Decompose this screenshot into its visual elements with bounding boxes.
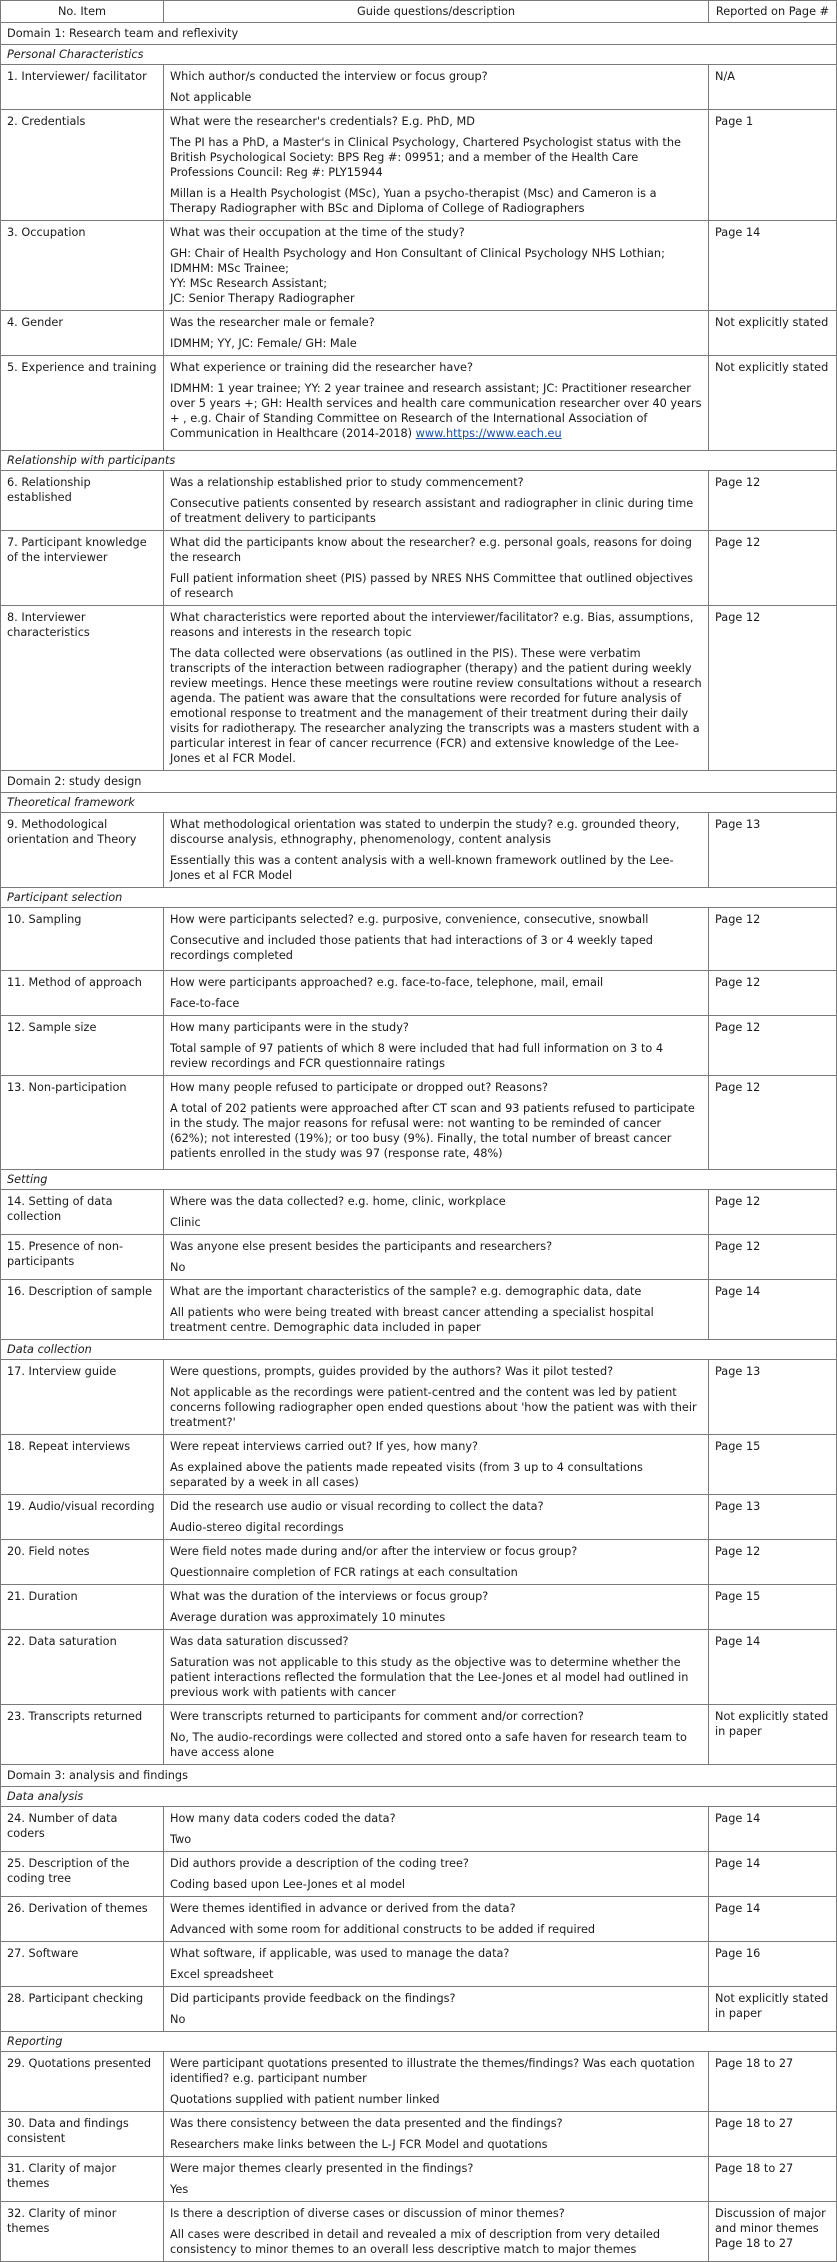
guide-cell	[164, 1705, 709, 1765]
reported-page: Page 12	[709, 471, 837, 531]
answer-text: IDMHM: 1 year trainee; YY: 2 year trainee and research assistant; JC: Practitioner researcher over 5 years +; GH: Health services and health care communication researcher over 40 years + , e.g. Chair of Standing Committee on Research of the International Association of Communication in Healthcare (2014-2018)	[170, 382, 702, 440]
guide-answer	[170, 381, 702, 441]
guide-cell	[164, 2052, 709, 2112]
guide-cell	[164, 908, 709, 971]
guide-question: What methodological orientation was stated to underpin the study? e.g. grounded theory, discourse analysis, ethnography, phenomenology, content analysis	[170, 818, 680, 846]
subsection-heading-row	[1, 451, 837, 471]
checklist-item-row	[1, 1495, 837, 1540]
guide-question: Were participant quotations presented to illustrate the themes/findings? Was each quotation identified? e.g. participant number	[170, 2057, 695, 2085]
answer-text: No	[170, 1261, 186, 1274]
guide-answer	[170, 2182, 702, 2197]
reported-page: Not explicitly stated	[709, 311, 837, 356]
guide-question: Is there a description of diverse cases or discussion of minor themes?	[170, 2207, 565, 2220]
answer-text: Advanced with some room for additional constructs to be added if required	[170, 1923, 596, 1936]
answer-text: Full patient information sheet (PIS) passed by NRES NHS Committee that outlined objectives of research	[170, 572, 694, 600]
guide-question: How many data coders coded the data?	[170, 1812, 396, 1825]
guide-answer	[170, 1215, 702, 1230]
guide-answer	[170, 496, 702, 526]
domain-heading-row	[1, 771, 837, 793]
guide-cell	[164, 971, 709, 1016]
item-label: 21. Duration	[1, 1585, 164, 1630]
checklist-item-row	[1, 1987, 837, 2032]
guide-cell	[164, 1585, 709, 1630]
header-page: Reported on Page #	[709, 1, 837, 23]
guide-question: What was the duration of the interviews or focus group?	[170, 1590, 489, 1603]
checklist-item-row	[1, 531, 837, 606]
guide-answer	[170, 646, 702, 766]
reported-page: Not explicitly stated	[709, 356, 837, 451]
checklist-item-row	[1, 1435, 837, 1495]
guide-answer	[170, 1655, 702, 1700]
checklist-item-row	[1, 1190, 837, 1235]
item-label: 14. Setting of data collection	[1, 1190, 164, 1235]
guide-answer	[170, 2137, 702, 2152]
item-label: 16. Description of sample	[1, 1280, 164, 1340]
guide-answer	[170, 1041, 702, 1071]
item-label: 28. Participant checking	[1, 1987, 164, 2032]
guide-question: What experience or training did the researcher have?	[170, 361, 473, 374]
item-label: 4. Gender	[1, 311, 164, 356]
reported-page: Page 14	[709, 221, 837, 311]
checklist-item-row	[1, 2157, 837, 2202]
item-label: 26. Derivation of themes	[1, 1897, 164, 1942]
item-label: 29. Quotations presented	[1, 2052, 164, 2112]
checklist-item-row	[1, 2202, 837, 2262]
answer-text: Questionnaire completion of FCR ratings at each consultation	[170, 1566, 518, 1579]
guide-cell	[164, 1807, 709, 1852]
item-label: 23. Transcripts returned	[1, 1705, 164, 1765]
item-label: 20. Field notes	[1, 1540, 164, 1585]
item-label: 6. Relationship established	[1, 471, 164, 531]
guide-answer	[170, 1730, 702, 1760]
guide-cell	[164, 1897, 709, 1942]
checklist-item-row	[1, 1280, 837, 1340]
reported-page: Page 14	[709, 1630, 837, 1705]
reported-page: Page 12	[709, 908, 837, 971]
item-label: 13. Non-participation	[1, 1076, 164, 1170]
answer-text: All cases were described in detail and revealed a mix of description from very detailed consistency to minor themes to an overall less descriptive match to major themes	[170, 2228, 661, 2256]
reported-page: Page 15	[709, 1585, 837, 1630]
subsection-heading-row	[1, 45, 837, 65]
reported-page: Page 18 to 27	[709, 2157, 837, 2202]
checklist-item-row	[1, 110, 837, 221]
item-label: 12. Sample size	[1, 1016, 164, 1076]
guide-question: Did the research use audio or visual recording to collect the data?	[170, 1500, 544, 1513]
guide-question: Was data saturation discussed?	[170, 1635, 349, 1648]
checklist-item-row	[1, 1076, 837, 1170]
guide-answer	[170, 853, 702, 883]
domain-heading: Domain 1: Research team and reflexivity	[1, 23, 837, 45]
guide-answer	[170, 2092, 702, 2107]
guide-question: Were themes identified in advance or derived from the data?	[170, 1902, 516, 1915]
guide-answer	[170, 135, 702, 180]
guide-cell	[164, 110, 709, 221]
reported-page: Page 12	[709, 1076, 837, 1170]
guide-question: Were repeat interviews carried out? If yes, how many?	[170, 1440, 479, 1453]
answer-text: Consecutive and included those patients that had interactions of 3 or 4 weekly taped recordings completed	[170, 934, 653, 962]
reported-page: Discussion of major and minor themes Page 18 to 27	[709, 2202, 837, 2262]
guide-question: What are the important characteristics of the sample? e.g. demographic data, date	[170, 1285, 642, 1298]
checklist-item-row	[1, 1016, 837, 1076]
subsection-heading: Theoretical framework	[1, 793, 837, 813]
reported-page: Page 15	[709, 1435, 837, 1495]
checklist-item-row	[1, 1630, 837, 1705]
guide-cell	[164, 2202, 709, 2262]
answer-text: The PI has a PhD, a Master's in Clinical Psychology, Chartered Psychologist status with the British Psychological Society: BPS Reg #: 09951; and a member of the Health Care Professions Council: Reg #: PLY15944	[170, 136, 681, 179]
answer-text: Yes	[170, 2183, 189, 2196]
reported-page: Page 12	[709, 531, 837, 606]
checklist-item-row	[1, 606, 837, 771]
guide-cell	[164, 471, 709, 531]
reported-page: Not explicitly stated in paper	[709, 1987, 837, 2032]
guide-answer	[170, 1967, 702, 1982]
answer-text: Researchers make links between the L-J FCR Model and quotations	[170, 2138, 548, 2151]
guide-cell	[164, 1235, 709, 1280]
checklist-body	[1, 23, 837, 2262]
guide-answer	[170, 1520, 702, 1535]
guide-answer	[170, 571, 702, 601]
guide-cell	[164, 1495, 709, 1540]
guide-question: How many people refused to participate or dropped out? Reasons?	[170, 1081, 549, 1094]
guide-answer	[170, 933, 702, 963]
subsection-heading-row	[1, 888, 837, 908]
item-label: 32. Clarity of minor themes	[1, 2202, 164, 2262]
guide-question: How many participants were in the study?	[170, 1021, 409, 1034]
checklist-item-row	[1, 1807, 837, 1852]
item-label: 10. Sampling	[1, 908, 164, 971]
reported-page: Page 12	[709, 1540, 837, 1585]
subsection-heading: Data analysis	[1, 1787, 837, 1807]
guide-cell	[164, 1360, 709, 1435]
guide-cell	[164, 1852, 709, 1897]
guide-question: What was their occupation at the time of the study?	[170, 226, 465, 239]
guide-cell	[164, 2112, 709, 2157]
item-label: 19. Audio/visual recording	[1, 1495, 164, 1540]
guide-cell	[164, 1435, 709, 1495]
domain-heading-row	[1, 23, 837, 45]
subsection-heading: Personal Characteristics	[1, 45, 837, 65]
guide-answer	[170, 186, 702, 216]
guide-question: Was a relationship established prior to study commencement?	[170, 476, 524, 489]
subsection-heading: Relationship with participants	[1, 451, 837, 471]
guide-cell	[164, 356, 709, 451]
guide-answer	[170, 1305, 702, 1335]
header-item: No. Item	[1, 1, 164, 23]
answer-text: Face-to-face	[170, 997, 240, 1010]
guide-answer	[170, 90, 702, 105]
item-label: 30. Data and findings consistent	[1, 2112, 164, 2157]
domain-heading: Domain 2: study design	[1, 771, 837, 793]
item-label: 3. Occupation	[1, 221, 164, 311]
domain-heading: Domain 3: analysis and findings	[1, 1765, 837, 1787]
guide-cell	[164, 606, 709, 771]
guide-cell	[164, 221, 709, 311]
answer-text: No, The audio-recordings were collected and stored onto a safe haven for research team to have access alone	[170, 1731, 687, 1759]
checklist-item-row	[1, 2112, 837, 2157]
answer-text: Millan is a Health Psychologist (MSc), Yuan a psycho-therapist (Msc) and Cameron is a Therapy Radiographer with BSc and Diploma of College of Radiographers	[170, 187, 657, 215]
guide-cell	[164, 1280, 709, 1340]
checklist-item-row	[1, 471, 837, 531]
checklist-item-row	[1, 971, 837, 1016]
answer-text: Quotations supplied with patient number linked	[170, 2093, 440, 2106]
guide-question: Which author/s conducted the interview or focus group?	[170, 70, 488, 83]
guide-question: Were major themes clearly presented in the findings?	[170, 2162, 474, 2175]
guide-answer	[170, 336, 702, 351]
guide-question: What software, if applicable, was used to manage the data?	[170, 1947, 510, 1960]
guide-answer	[170, 2012, 702, 2027]
checklist-item-row	[1, 1897, 837, 1942]
guide-question: Was there consistency between the data presented and the findings?	[170, 2117, 563, 2130]
answer-text: All patients who were being treated with breast cancer attending a specialist hospital treatment centre. Demographic data included in paper	[170, 1306, 654, 1334]
reported-page: Page 12	[709, 1016, 837, 1076]
guide-question: Were field notes made during and/or after the interview or focus group?	[170, 1545, 578, 1558]
guide-cell	[164, 813, 709, 888]
guide-cell	[164, 1016, 709, 1076]
answer-text: Two	[170, 1833, 192, 1846]
answer-text: Not applicable as the recordings were patient-centred and the content was led by patient concerns following radiographer open ended questions about 'how the patient was with their treatment?'	[170, 1386, 697, 1429]
subsection-heading: Setting	[1, 1170, 837, 1190]
guide-cell	[164, 1987, 709, 2032]
reported-page: Page 18 to 27	[709, 2112, 837, 2157]
answer-text: Total sample of 97 patients of which 8 were included that had full information on 3 to 4 review recordings and FCR questionnaire ratings	[170, 1042, 664, 1070]
subsection-heading-row	[1, 793, 837, 813]
guide-answer	[170, 1101, 702, 1161]
subsection-heading: Data collection	[1, 1340, 837, 1360]
item-label: 8. Interviewer characteristics	[1, 606, 164, 771]
guide-answer	[170, 1877, 702, 1892]
header-guide: Guide questions/description	[164, 1, 709, 23]
checklist-item-row	[1, 1585, 837, 1630]
guide-question: What characteristics were reported about the interviewer/facilitator? e.g. Bias, assumptions, reasons and interests in the research topic	[170, 611, 694, 639]
answer-text: Coding based upon Lee-Jones et al model	[170, 1878, 406, 1891]
guide-cell	[164, 1942, 709, 1987]
reported-page: Page 12	[709, 971, 837, 1016]
item-label: 11. Method of approach	[1, 971, 164, 1016]
guide-answer	[170, 1610, 702, 1625]
answer-text: Excel spreadsheet	[170, 1968, 274, 1981]
checklist-item-row	[1, 908, 837, 971]
answer-text: Saturation was not applicable to this study as the objective was to determine whether the patient interactions reflected the formulation that the Lee-Jones et al model had outlined in previous work with patients with cancer	[170, 1656, 689, 1699]
guide-cell	[164, 1190, 709, 1235]
reported-page: Page 14	[709, 1280, 837, 1340]
subsection-heading-row	[1, 1340, 837, 1360]
reported-page: Page 12	[709, 1190, 837, 1235]
guide-question: How were participants approached? e.g. face-to-face, telephone, mail, email	[170, 976, 604, 989]
guide-answer	[170, 1832, 702, 1847]
guide-answer	[170, 246, 702, 306]
reported-page: Page 13	[709, 813, 837, 888]
checklist-item-row	[1, 1705, 837, 1765]
item-label: 5. Experience and training	[1, 356, 164, 451]
reported-page: Page 16	[709, 1942, 837, 1987]
item-label: 22. Data saturation	[1, 1630, 164, 1705]
item-label: 24. Number of data coders	[1, 1807, 164, 1852]
checklist-item-row	[1, 1360, 837, 1435]
item-label: 7. Participant knowledge of the interviewer	[1, 531, 164, 606]
item-label: 31. Clarity of major themes	[1, 2157, 164, 2202]
reported-page: Page 13	[709, 1360, 837, 1435]
guide-answer	[170, 1385, 702, 1430]
checklist-item-row	[1, 1540, 837, 1585]
item-label: 25. Description of the coding tree	[1, 1852, 164, 1897]
guide-answer	[170, 1260, 702, 1275]
guide-question: Did participants provide feedback on the findings?	[170, 1992, 456, 2005]
checklist-item-row	[1, 311, 837, 356]
guide-cell	[164, 2157, 709, 2202]
guide-question: Were questions, prompts, guides provided by the authors? Was it pilot tested?	[170, 1365, 614, 1378]
domain-heading-row	[1, 1765, 837, 1787]
answer-text: A total of 202 patients were approached after CT scan and 93 patients refused to participate in the study. The major reasons for refusal were: not wanting to be reminded of cancer (62%); not interested (19%); or too busy (9%). Finally, the total number of breast cancer patients enrolled in the study was 97 (response rate, 48%)	[170, 1102, 695, 1160]
answer-text: Clinic	[170, 1216, 201, 1229]
reported-page: Page 18 to 27	[709, 2052, 837, 2112]
subsection-heading-row	[1, 1787, 837, 1807]
subsection-heading: Reporting	[1, 2032, 837, 2052]
reported-page: Not explicitly stated in paper	[709, 1705, 837, 1765]
answer-text: As explained above the patients made repeated visits (from 3 up to 4 consultations separated by a week in all cases)	[170, 1461, 643, 1489]
checklist-item-row	[1, 1235, 837, 1280]
checklist-item-row	[1, 2052, 837, 2112]
checklist-item-row	[1, 1942, 837, 1987]
checklist-item-row	[1, 1852, 837, 1897]
checklist-item-row	[1, 813, 837, 888]
header-row	[1, 1, 837, 23]
guide-cell	[164, 1540, 709, 1585]
reported-page: Page 12	[709, 606, 837, 771]
reported-page: Page 13	[709, 1495, 837, 1540]
guide-cell	[164, 1630, 709, 1705]
answer-text: GH: Chair of Health Psychology and Hon Consultant of Clinical Psychology NHS Lothian; IDMHM: MSc Trainee; YY: MSc Research Assistant; JC: Senior Therapy Radiographer	[170, 247, 665, 305]
answer-text: Audio-stereo digital recordings	[170, 1521, 344, 1534]
item-label: 1. Interviewer/ facilitator	[1, 65, 164, 110]
guide-answer	[170, 1460, 702, 1490]
guide-answer	[170, 1922, 702, 1937]
guide-question: What did the participants know about the researcher? e.g. personal goals, reasons for doing the research	[170, 536, 692, 564]
answer-text: Essentially this was a content analysis with a well-known framework outlined by the Lee-Jones et al FCR Model	[170, 854, 674, 882]
reported-page: Page 14	[709, 1807, 837, 1852]
reported-page: Page 14	[709, 1897, 837, 1942]
reported-page: Page 14	[709, 1852, 837, 1897]
guide-answer	[170, 996, 702, 1011]
reported-page: Page 12	[709, 1235, 837, 1280]
guide-question: Were transcripts returned to participants for comment and/or correction?	[170, 1710, 584, 1723]
reported-page: Page 1	[709, 110, 837, 221]
guide-cell	[164, 65, 709, 110]
website-link[interactable]: www.https://www.each.eu	[415, 427, 562, 440]
guide-answer	[170, 1565, 702, 1580]
checklist-item-row	[1, 65, 837, 110]
item-label: 15. Presence of non-participants	[1, 1235, 164, 1280]
item-label: 27. Software	[1, 1942, 164, 1987]
checklist-item-row	[1, 356, 837, 451]
guide-cell	[164, 311, 709, 356]
guide-cell	[164, 1076, 709, 1170]
guide-question: Was the researcher male or female?	[170, 316, 375, 329]
guide-question: Was anyone else present besides the participants and researchers?	[170, 1240, 553, 1253]
item-label: 18. Repeat interviews	[1, 1435, 164, 1495]
item-label: 2. Credentials	[1, 110, 164, 221]
answer-text: The data collected were observations (as outlined in the PIS). These were verbatim transcripts of the interaction between radiographer (therapy) and the patient during weekly review meetings. Hence these meetings were routine review consultations without a research agenda. The patient was aware that the consultations were recorded for future analysis of emotional response to treatment and the management of their treatment during their daily visits for radiotherapy. The researcher analyzing the transcripts was a masters student with a particular interest in fear of cancer recurrence (FCR) and extensive knowledge of the Lee-Jones et al FCR Model.	[170, 647, 702, 765]
answer-text: Consecutive patients consented by research assistant and radiographer in clinic during time of treatment delivery to participants	[170, 497, 694, 525]
subsection-heading-row	[1, 1170, 837, 1190]
answer-text: No	[170, 2013, 186, 2026]
checklist-item-row	[1, 221, 837, 311]
guide-answer	[170, 2227, 702, 2257]
item-label: 17. Interview guide	[1, 1360, 164, 1435]
subsection-heading: Participant selection	[1, 888, 837, 908]
guide-cell	[164, 531, 709, 606]
guide-question: What were the researcher's credentials? E.g. PhD, MD	[170, 115, 475, 128]
item-label: 9. Methodological orientation and Theory	[1, 813, 164, 888]
subsection-heading-row	[1, 2032, 837, 2052]
answer-text: IDMHM; YY, JC: Female/ GH: Male	[170, 337, 357, 350]
guide-question: How were participants selected? e.g. purposive, convenience, consecutive, snowball	[170, 913, 649, 926]
guide-question: Where was the data collected? e.g. home, clinic, workplace	[170, 1195, 506, 1208]
reported-page: N/A	[709, 65, 837, 110]
answer-text: Average duration was approximately 10 minutes	[170, 1611, 446, 1624]
guide-question: Did authors provide a description of the coding tree?	[170, 1857, 469, 1870]
answer-text: Not applicable	[170, 91, 252, 104]
